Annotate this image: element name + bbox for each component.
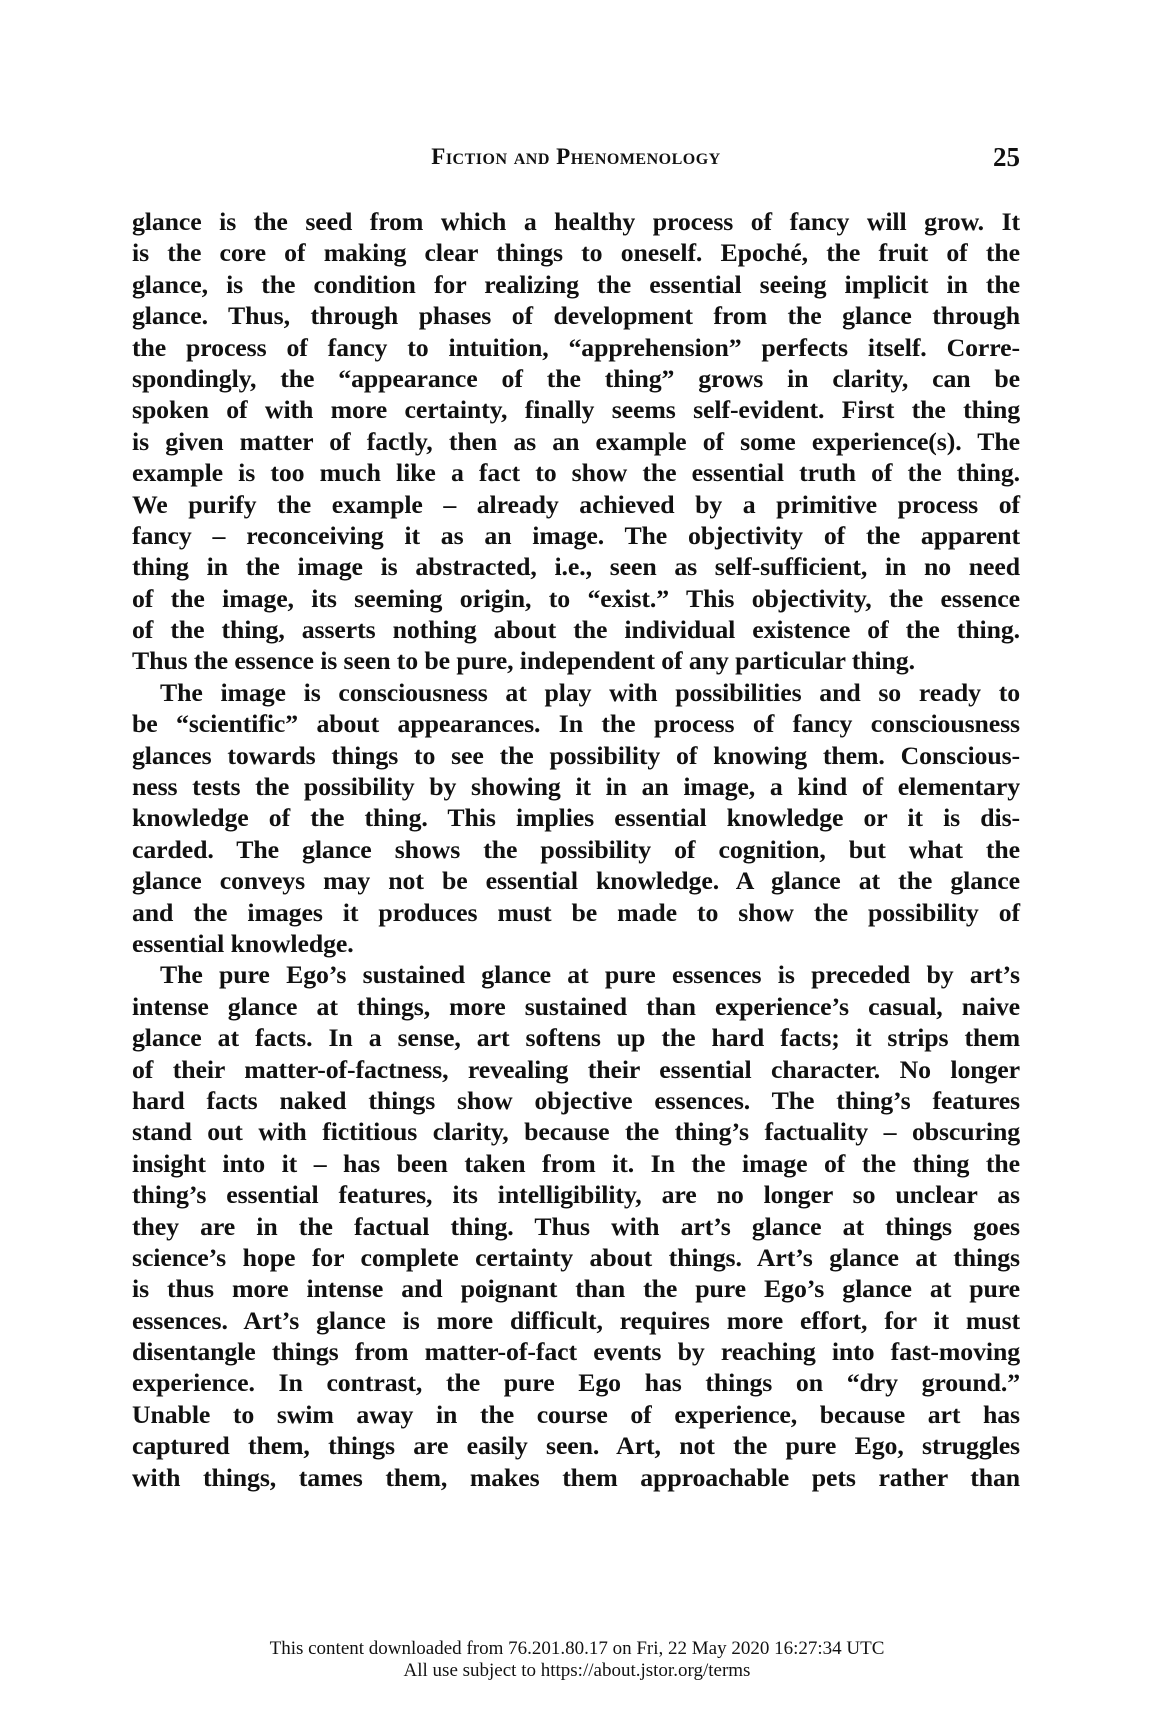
text-line: intense glance at things, more sustained than experience’s casual, naive [132, 991, 1020, 1021]
text-line: carded. The glance shows the possibility of cognition, but what the [132, 834, 1020, 864]
text-line: hard facts naked things show objective essences. The thing’s features [132, 1085, 1020, 1115]
text-line: spoken of with more certainty, finally seems self-evident. First the thing [132, 395, 1020, 425]
text-line: fancy – reconceiving it as an image. The objectivity of the apparent [132, 520, 1020, 550]
page-number: 25 [993, 142, 1020, 172]
text-line: stand out with fictitious clarity, because the thing’s factuality – obscuring [132, 1117, 1020, 1147]
paragraph [132, 677, 1020, 960]
text-line: thing’s essential features, its intelligibility, are no longer so unclear as [132, 1180, 1020, 1210]
text-line: glance, is the condition for realizing the essential seeing implicit in the [132, 269, 1020, 299]
text-line: The image is consciousness at play with possibilities and so ready to [160, 677, 1020, 707]
text-line: example is too much like a fact to show the essential truth of the thing. [132, 458, 1020, 488]
text-line: ness tests the possibility by showing it in an image, a kind of elementary [132, 772, 1020, 802]
text-line: glances towards things to see the possibility of knowing them. Conscious- [132, 740, 1020, 770]
text-line: science’s hope for complete certainty about things. Art’s glance at things [132, 1242, 1020, 1272]
text-line: disentangle things from matter-of-fact events by reaching into fast-moving [132, 1337, 1020, 1367]
text-line: glance conveys may not be essential knowledge. A glance at the glance [132, 866, 1020, 896]
text-line: they are in the factual thing. Thus with art’s glance at things goes [132, 1211, 1020, 1241]
text-line: captured them, things are easily seen. Art, not the pure Ego, struggles [132, 1431, 1020, 1461]
running-head [132, 144, 1020, 180]
text-line: essences. Art’s glance is more difficult, requires more effort, for it must [132, 1305, 1020, 1335]
paragraph [132, 959, 1020, 1493]
terms-notice: All use subject to https://about.jstor.org/terms [403, 1660, 751, 1681]
text-line: essential knowledge. [132, 928, 354, 958]
text-line: of their matter-of-factness, revealing their essential character. No longer [132, 1054, 1020, 1084]
text-line: spondingly, the “appearance of the thing” grows in clarity, can be [132, 363, 1020, 393]
paragraph [132, 206, 1020, 677]
text-line: glance. Thus, through phases of development from the glance through [132, 301, 1020, 331]
text-line: Thus the essence is seen to be pure, independent of any particular thing. [132, 646, 915, 676]
text-line: We purify the example – already achieved by a primitive process of [132, 489, 1020, 519]
text-line: thing in the image is abstracted, i.e., seen as self-sufficient, in no need [132, 552, 1020, 582]
text-line: Unable to swim away in the course of experience, because art has [132, 1399, 1020, 1429]
text-line: knowledge of the thing. This implies essential knowledge or it is dis- [132, 803, 1020, 833]
body-text [132, 206, 1020, 1493]
text-line: and the images it produces must be made to show the possibility of [132, 897, 1020, 927]
text-line: of the image, its seeming origin, to “exist.” This objectivity, the essence [132, 583, 1020, 613]
text-line: is thus more intense and poignant than the pure Ego’s glance at pure [132, 1274, 1020, 1304]
download-footer [0, 1638, 1154, 1682]
text-line: the process of fancy to intuition, “apprehension” perfects itself. Corre- [132, 332, 1020, 362]
download-notice: This content downloaded from 76.201.80.17 on Fri, 22 May 2020 16:27:34 UTC [269, 1638, 885, 1659]
text-line: is the core of making clear things to oneself. Epoché, the fruit of the [132, 238, 1020, 268]
text-line: glance at facts. In a sense, art softens up the hard facts; it strips them [132, 1023, 1020, 1053]
text-line: with things, tames them, makes them approachable pets rather than [132, 1462, 1020, 1492]
running-title: Fiction and Phenomenology [431, 144, 721, 169]
text-line: The pure Ego’s sustained glance at pure essences is preceded by art’s [160, 960, 1020, 990]
text-line: of the thing, asserts nothing about the individual existence of the thing. [132, 615, 1020, 645]
text-line: is given matter of factly, then as an example of some experience(s). The [132, 426, 1020, 456]
text-line: insight into it – has been taken from it. In the image of the thing the [132, 1148, 1020, 1178]
text-line: experience. In contrast, the pure Ego has things on “dry ground.” [132, 1368, 1020, 1398]
text-line: be “scientific” about appearances. In the process of fancy consciousness [132, 709, 1020, 739]
text-line: glance is the seed from which a healthy process of fancy will grow. It [132, 207, 1020, 236]
